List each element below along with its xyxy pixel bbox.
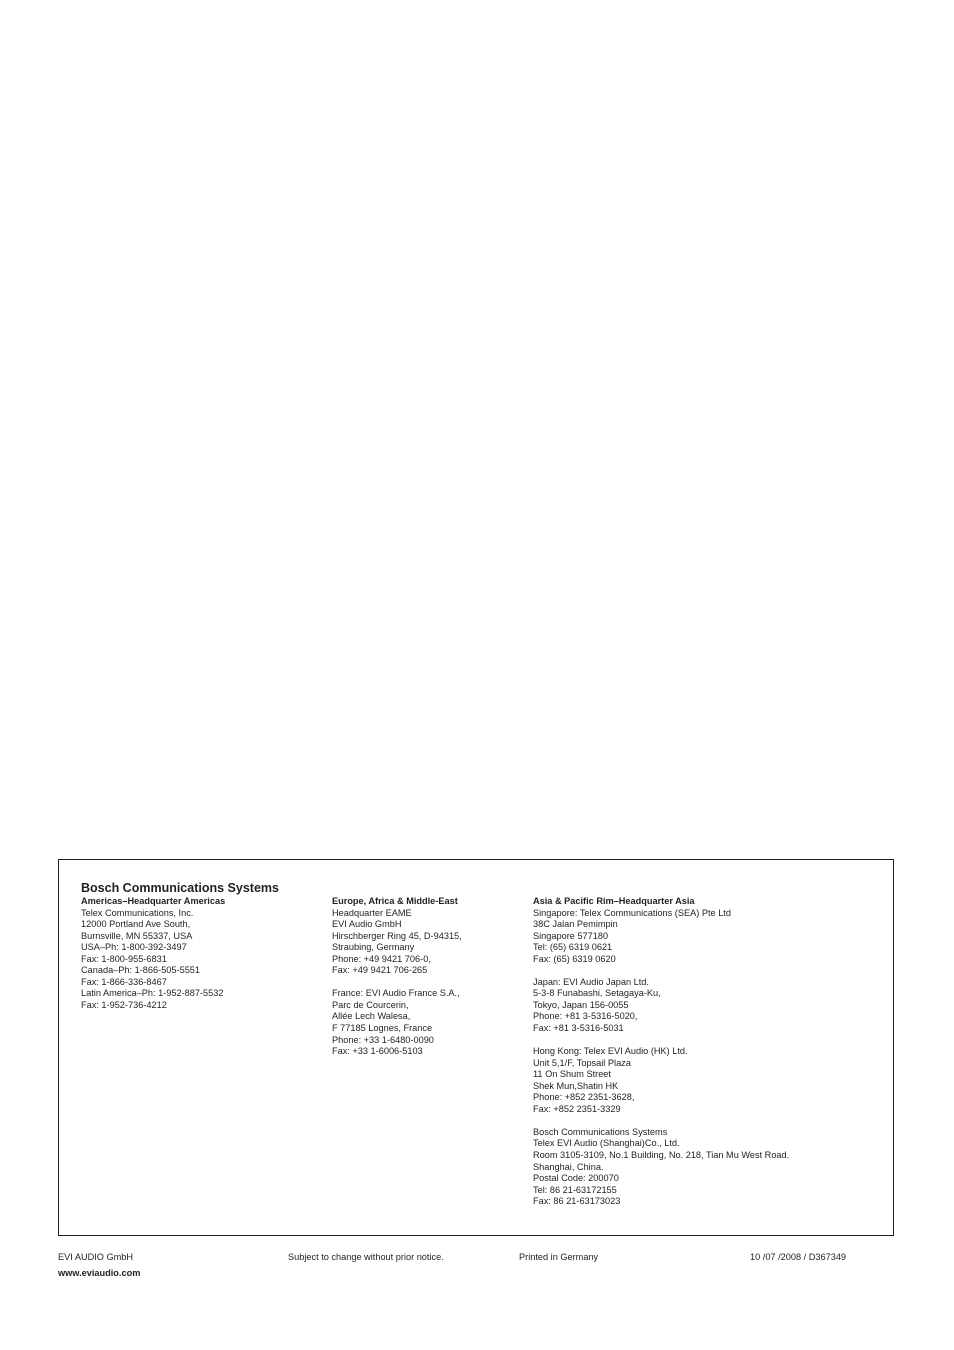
spacer — [533, 965, 789, 977]
address-line: France: EVI Audio France S.A., — [332, 988, 460, 999]
address-line: Japan: EVI Audio Japan Ltd. — [533, 976, 649, 987]
phone-line: Canada–Ph: 1-866-505-5551 — [81, 965, 201, 976]
address-line: Shanghai, China. — [533, 1161, 604, 1172]
address-line: 5-3-8 Funabashi, Setagaya-Ku, — [533, 988, 661, 999]
footer-website: www.eviaudio.com — [58, 1268, 141, 1278]
fax-line: Fax: 86 21-63173023 — [533, 1196, 621, 1207]
fax-line: Fax: +49 9421 706-265 — [332, 965, 428, 976]
europe-column — [332, 896, 462, 1058]
phone-line: USA–Ph: 1-800-392-3497 — [81, 942, 187, 953]
phone-line: Phone: +81 3-5316-5020, — [533, 1011, 638, 1022]
address-line: Straubing, Germany — [332, 942, 415, 953]
footer-notice: Subject to change without prior notice. — [288, 1252, 444, 1262]
fax-line: Fax: 1-800-955-6831 — [81, 953, 167, 964]
address-line: Bosch Communications Systems — [533, 1126, 668, 1137]
address-line: Hirschberger Ring 45, D-94315, — [332, 930, 462, 941]
phone-line: Phone: +33 1-6480-0090 — [332, 1034, 434, 1045]
phone-line: Phone: +852 2351-3628, — [533, 1092, 635, 1103]
americas-heading: Americas–Headquarter Americas — [81, 896, 226, 906]
phone-line: Phone: +49 9421 706-0, — [332, 953, 431, 964]
fax-line: Fax: (65) 6319 0620 — [533, 953, 616, 964]
asia-column — [533, 896, 789, 1208]
fax-line: Fax: +852 2351-3329 — [533, 1103, 621, 1114]
fax-line: Fax: +33 1-6006-5103 — [332, 1046, 423, 1057]
americas-column — [81, 896, 225, 1011]
spacer — [332, 977, 462, 989]
address-line: Shek Mun,Shatin HK — [533, 1080, 619, 1091]
fax-line: Fax: 1-952-736-4212 — [81, 999, 167, 1010]
address-line: EVI Audio GmbH — [332, 919, 402, 930]
address-line: Headquarter EAME — [332, 907, 412, 918]
footer-printed: Printed in Germany — [519, 1252, 599, 1262]
footer-date-code: 10 /07 /2008 / D367349 — [750, 1252, 847, 1262]
address-line: Postal Code: 200070 — [533, 1173, 619, 1184]
company-title: Bosch Communications Systems — [81, 881, 279, 895]
address-line: 38C Jalan Pemimpin — [533, 919, 618, 930]
phone-line: Latin America–Ph: 1-952-887-5532 — [81, 988, 224, 999]
spacer — [533, 1035, 789, 1047]
asia-heading: Asia & Pacific Rim–Headquarter Asia — [533, 896, 695, 906]
address-line: Tokyo, Japan 156-0055 — [533, 999, 629, 1010]
address-line: Burnsville, MN 55337, USA — [81, 930, 193, 941]
europe-heading: Europe, Africa & Middle-East — [332, 896, 458, 906]
address-line: Singapore: Telex Communications (SEA) Pte Ltd — [533, 907, 731, 918]
address-line: Allée Lech Walesa, — [332, 1011, 411, 1022]
phone-line: Tel: 86 21-63172155 — [533, 1184, 617, 1195]
footer-company: EVI AUDIO GmbH — [58, 1252, 134, 1262]
fax-line: Fax: 1-866-336-8467 — [81, 976, 167, 987]
address-line: Parc de Courcerin, — [332, 999, 409, 1010]
address-line: Unit 5,1/F, Topsail Plaza — [533, 1057, 631, 1068]
address-line: Singapore 577180 — [533, 930, 609, 941]
address-line: F 77185 Lognes, France — [332, 1023, 433, 1034]
address-line: 11 On Shum Street — [533, 1069, 611, 1080]
address-line: Hong Kong: Telex EVI Audio (HK) Ltd. — [533, 1046, 688, 1057]
fax-line: Fax: +81 3-5316-5031 — [533, 1023, 624, 1034]
phone-line: Tel: (65) 6319 0621 — [533, 942, 613, 953]
address-line: Room 3105-3109, No.1 Building, No. 218, Tian Mu West Road. — [533, 1150, 790, 1161]
address-line: Telex Communications, Inc. — [81, 907, 194, 918]
address-line: 12000 Portland Ave South, — [81, 919, 191, 930]
address-line: Telex EVI Audio (Shanghai)Co., Ltd. — [533, 1138, 680, 1149]
contact-box — [58, 859, 894, 1236]
spacer — [533, 1115, 789, 1127]
